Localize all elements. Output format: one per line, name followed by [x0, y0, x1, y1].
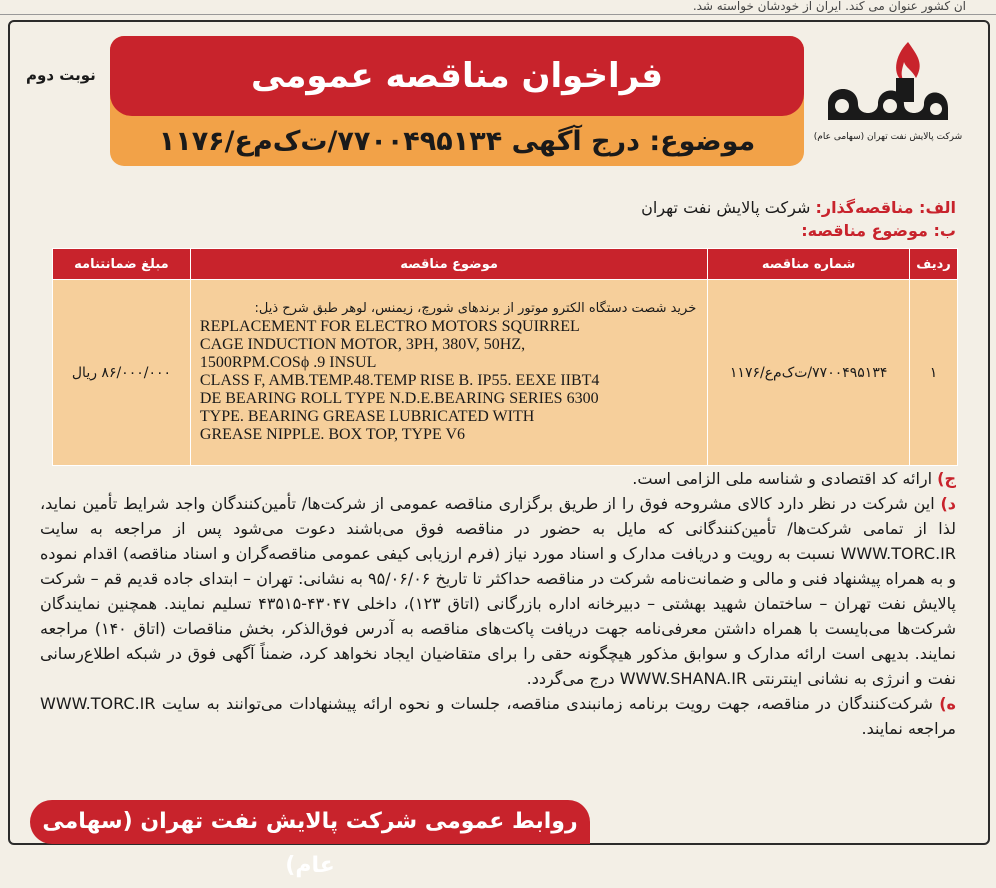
col-header-index: ردیف [910, 249, 958, 280]
subject-label: ب: موضوع مناقصه: [801, 221, 956, 240]
row-index: ۱ [910, 280, 958, 466]
section-e-label: ه) [939, 694, 956, 713]
refinery-flame-logo-icon [808, 34, 968, 144]
section-c [40, 466, 956, 491]
logo-caption: شرکت پالایش نفت تهران (سهامی عام) [813, 132, 963, 142]
public-relations-footer: روابط عمومی شرکت پالایش نفت تهران (سهامی عام) [30, 800, 590, 844]
section-d-label: د) [940, 494, 956, 513]
tender-subject-fa: خرید شصت دستگاه الکترو موتور از برندهای شورچ، زیمنس، لوهر طبق شرح ذیل: [254, 301, 697, 316]
col-header-number: شماره مناقصه [708, 249, 910, 280]
page-title: فراخوان مناقصه عمومی [110, 36, 804, 116]
tender-number: ۷۷۰۰۴۹۵۱۳۴/ت‌ک‌م‌ع/۱۱۷۶ [708, 280, 910, 466]
tender-table [52, 248, 958, 466]
tenderer-line [641, 198, 956, 217]
section-e-text: شرکت‌کنندگان در مناقصه، جهت رویت برنامه زمانبندی مناقصه، جلسات و نحوه ارائه پیشنهادات می‌توانند به سایت WWW.TORC.IR مراجعه نمایند. [40, 694, 956, 738]
guarantee-amount: ۸۶/۰۰۰/۰۰۰ ریال [53, 280, 191, 466]
table-header-row [53, 249, 958, 280]
section-d [40, 491, 956, 691]
tenderer-label: الف: مناقصه‌گذار: [815, 198, 956, 217]
section-c-label: ج) [937, 469, 956, 488]
section-e [40, 691, 956, 741]
subject-line [801, 221, 956, 240]
section-d-text: این شرکت در نظر دارد کالای مشروحه فوق را از طریق برگزاری مناقصه عمومی از شرکت‌ها/ تأمین‌کنندگان واجد شرایط تأمین نماید، لذا از تمامی شرکت‌ها/ تأمین‌کنندگانی که مایل به حضور در مناقصه فوق می‌باشند دعوت می‌شود پس از مراجعه به سایت WWW.TORC.IR نسبت به رویت و دریافت مدارک و اسناد مورد نیاز (فرم ارزیابی کیفی عمومی مناقصه‌گران و اسناد مناقصه) اقدام نموده و به همراه پیشنهاد فنی و مالی و ضمانت‌نامه شرکت در مناقصه حداکثر تا تاریخ ۹۵/۰۶/۰۶ به نشانی: تهران – ابتدای جاده قدیم قم – شرکت پالایش نفت تهران – ساختمان شهید بهشتی – دبیرخانه اداره بازرگانی (اتاق ۱۲۳)، داخلی ۴۳۰۴۷-۴۳۵۱۵ تسلیم نمایند. همچنین نمایندگان شرکت‌ها می‌بایست با همراه داشتن معرفی‌نامه جهت دریافت پاکت‌های مناقصه به آدرس فوق‌الذکر، بخش مناقصات (اتاق ۱۴۰) مراجعه نمایند. بدیهی است ارائه مدارک و سوابق مذکور هیچگونه حقی را برای متقاضیان ایجاد نخواهد کرد، ضمناً آگهی فوق در شبکه اطلاع‌رسانی نفت و انرژی به نشانی اینترنتی WWW.SHANA.IR درج می‌گردد. [40, 494, 957, 688]
col-header-guarantee: مبلغ ضمانتنامه [53, 249, 191, 280]
notice-round-label: نوبت دوم [26, 66, 96, 84]
table-row [53, 280, 958, 466]
col-header-subject: موضوع مناقصه [190, 249, 707, 280]
previous-ad-strip: ان کشور عنوان می کند. ایران از خودشان خواسته شد. [0, 0, 996, 15]
tender-subject-en: REPLACEMENT FOR ELECTRO MOTORS SQUIRREL CAGE INDUCTION MOTOR, 3PH, 380V, 50HZ, 1500RPM.COSϕ .9 INSUL CLASS F, AMB.TEMP.48.TEMP RISE B. IP55. EEXE IIBT4 DE BEARING ROLL TYPE N.D.E.BEARING SERIES 6300 TYPE. BEARING GREASE LUBRICATED WITH GREASE NIPPLE. BOX TOP, TYPE V6 [199, 318, 600, 443]
title-banner [110, 36, 804, 166]
tender-subject-cell [190, 280, 707, 466]
section-c-text: ارائه کد اقتصادی و شناسه ملی الزامی است. [632, 469, 933, 488]
ad-subject: موضوع: درج آگهی ۷۷۰۰۴۹۵۱۳۴/ت‌ک‌م‌ع/۱۱۷۶ [158, 126, 756, 157]
tenderer-name: شرکت پالایش نفت تهران [641, 198, 811, 217]
conditions-text [40, 466, 956, 741]
